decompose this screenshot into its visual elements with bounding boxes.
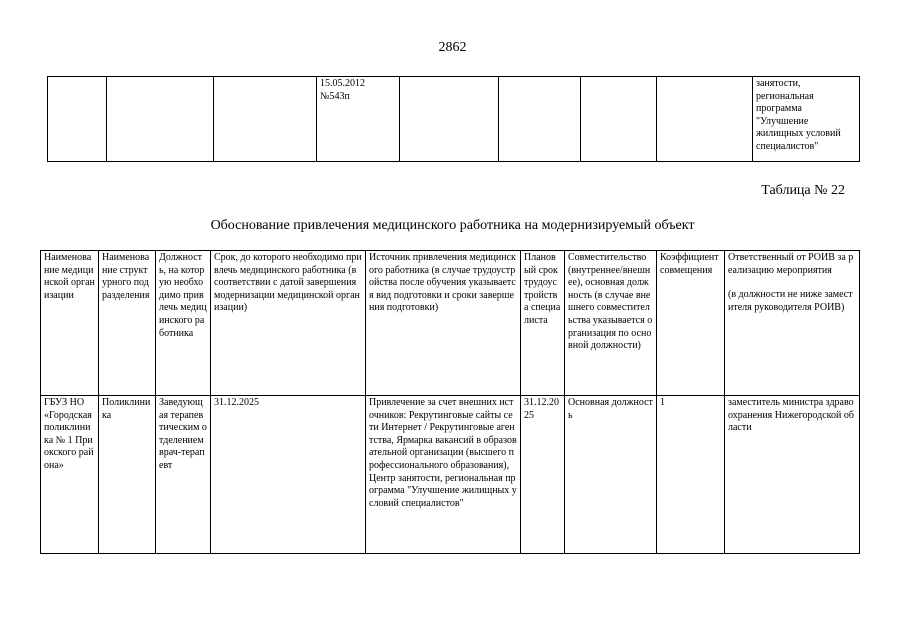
cell-department: Поликлиника	[99, 396, 156, 554]
header-coefficient: Коэффициент совмещения	[657, 251, 725, 396]
cell-deadline: 31.12.2025	[211, 396, 366, 554]
order-ref-date: 15.05.2012	[320, 78, 365, 89]
line: программа	[756, 103, 802, 115]
cell-coefficient: 1	[657, 396, 725, 554]
cell	[581, 77, 657, 162]
cell	[214, 77, 317, 162]
line: "Улучшение	[756, 115, 809, 127]
cell-order-ref	[317, 77, 400, 162]
line: занятости,	[756, 78, 801, 89]
cell-source-continuation	[753, 77, 860, 162]
header-responsible-main: Ответственный от РОИВ за реализацию мероприятия	[728, 252, 854, 276]
continuation-table	[47, 76, 860, 162]
cell-combination: Основная должность	[565, 396, 657, 554]
header-source: Источник привлечения медицинского работника (в случае трудоустройства после обучения указывается вид подготовки и сроки завершения подготовки)	[366, 251, 521, 396]
line: специалистов"	[756, 140, 819, 152]
header-deadline: Срок, до которого необходимо привлечь медицинского работника (в соответствии с датой завершения модернизации медицинской организации)	[211, 251, 366, 396]
cell	[48, 77, 107, 162]
cell	[107, 77, 214, 162]
cell	[657, 77, 753, 162]
table-heading: Обоснование привлечения медицинского работника на модернизируемый объект	[210, 218, 695, 233]
cell-organization: ГБУЗ НО «Городская поликлиника № 1 Приокского района»	[41, 396, 99, 554]
header-organization: Наименование медицинской организации	[41, 251, 99, 396]
cell	[499, 77, 581, 162]
header-row	[41, 251, 860, 396]
page-number: 2862	[438, 40, 467, 55]
header-position: Должность, на которую необходимо привлечь медицинского работника	[156, 251, 211, 396]
cell-responsible: заместитель министра здравоохранения Нижегородской области	[725, 396, 860, 554]
cell	[400, 77, 499, 162]
header-responsible-note: (в должности не ниже заместителя руководителя РОИВ)	[728, 289, 853, 313]
cell-position: Заведующая терапевтическим отделением врач-терапевт	[156, 396, 211, 554]
table-label: Таблица № 22	[761, 183, 845, 198]
line: жилищных условий	[756, 128, 841, 140]
cell-planned-date: 31.12.2025	[521, 396, 565, 554]
line: региональная	[756, 90, 814, 102]
cell-source: Привлечение за счет внешних источников: Рекрутинговые сайты сети Интернет / Рекрутинговые агентства, Ярмарка вакансий в образовательной организации (высшего профессионального образования), Центр занятости, региональная программа "Улучшение жилищных условий специалистов"	[366, 396, 521, 554]
header-combination: Совместительство (внутреннее/внешнее), основная должность (в случае внешнего совместительства указывается организация по основной должности)	[565, 251, 657, 396]
header-department: Наименование структурного подразделения	[99, 251, 156, 396]
order-ref-number: №543п	[320, 90, 350, 102]
continuation-row	[48, 77, 860, 162]
table-row	[41, 396, 860, 554]
header-planned-date: Плановый срок трудоустройства специалиста	[521, 251, 565, 396]
main-table	[40, 250, 860, 554]
header-responsible	[725, 251, 860, 396]
